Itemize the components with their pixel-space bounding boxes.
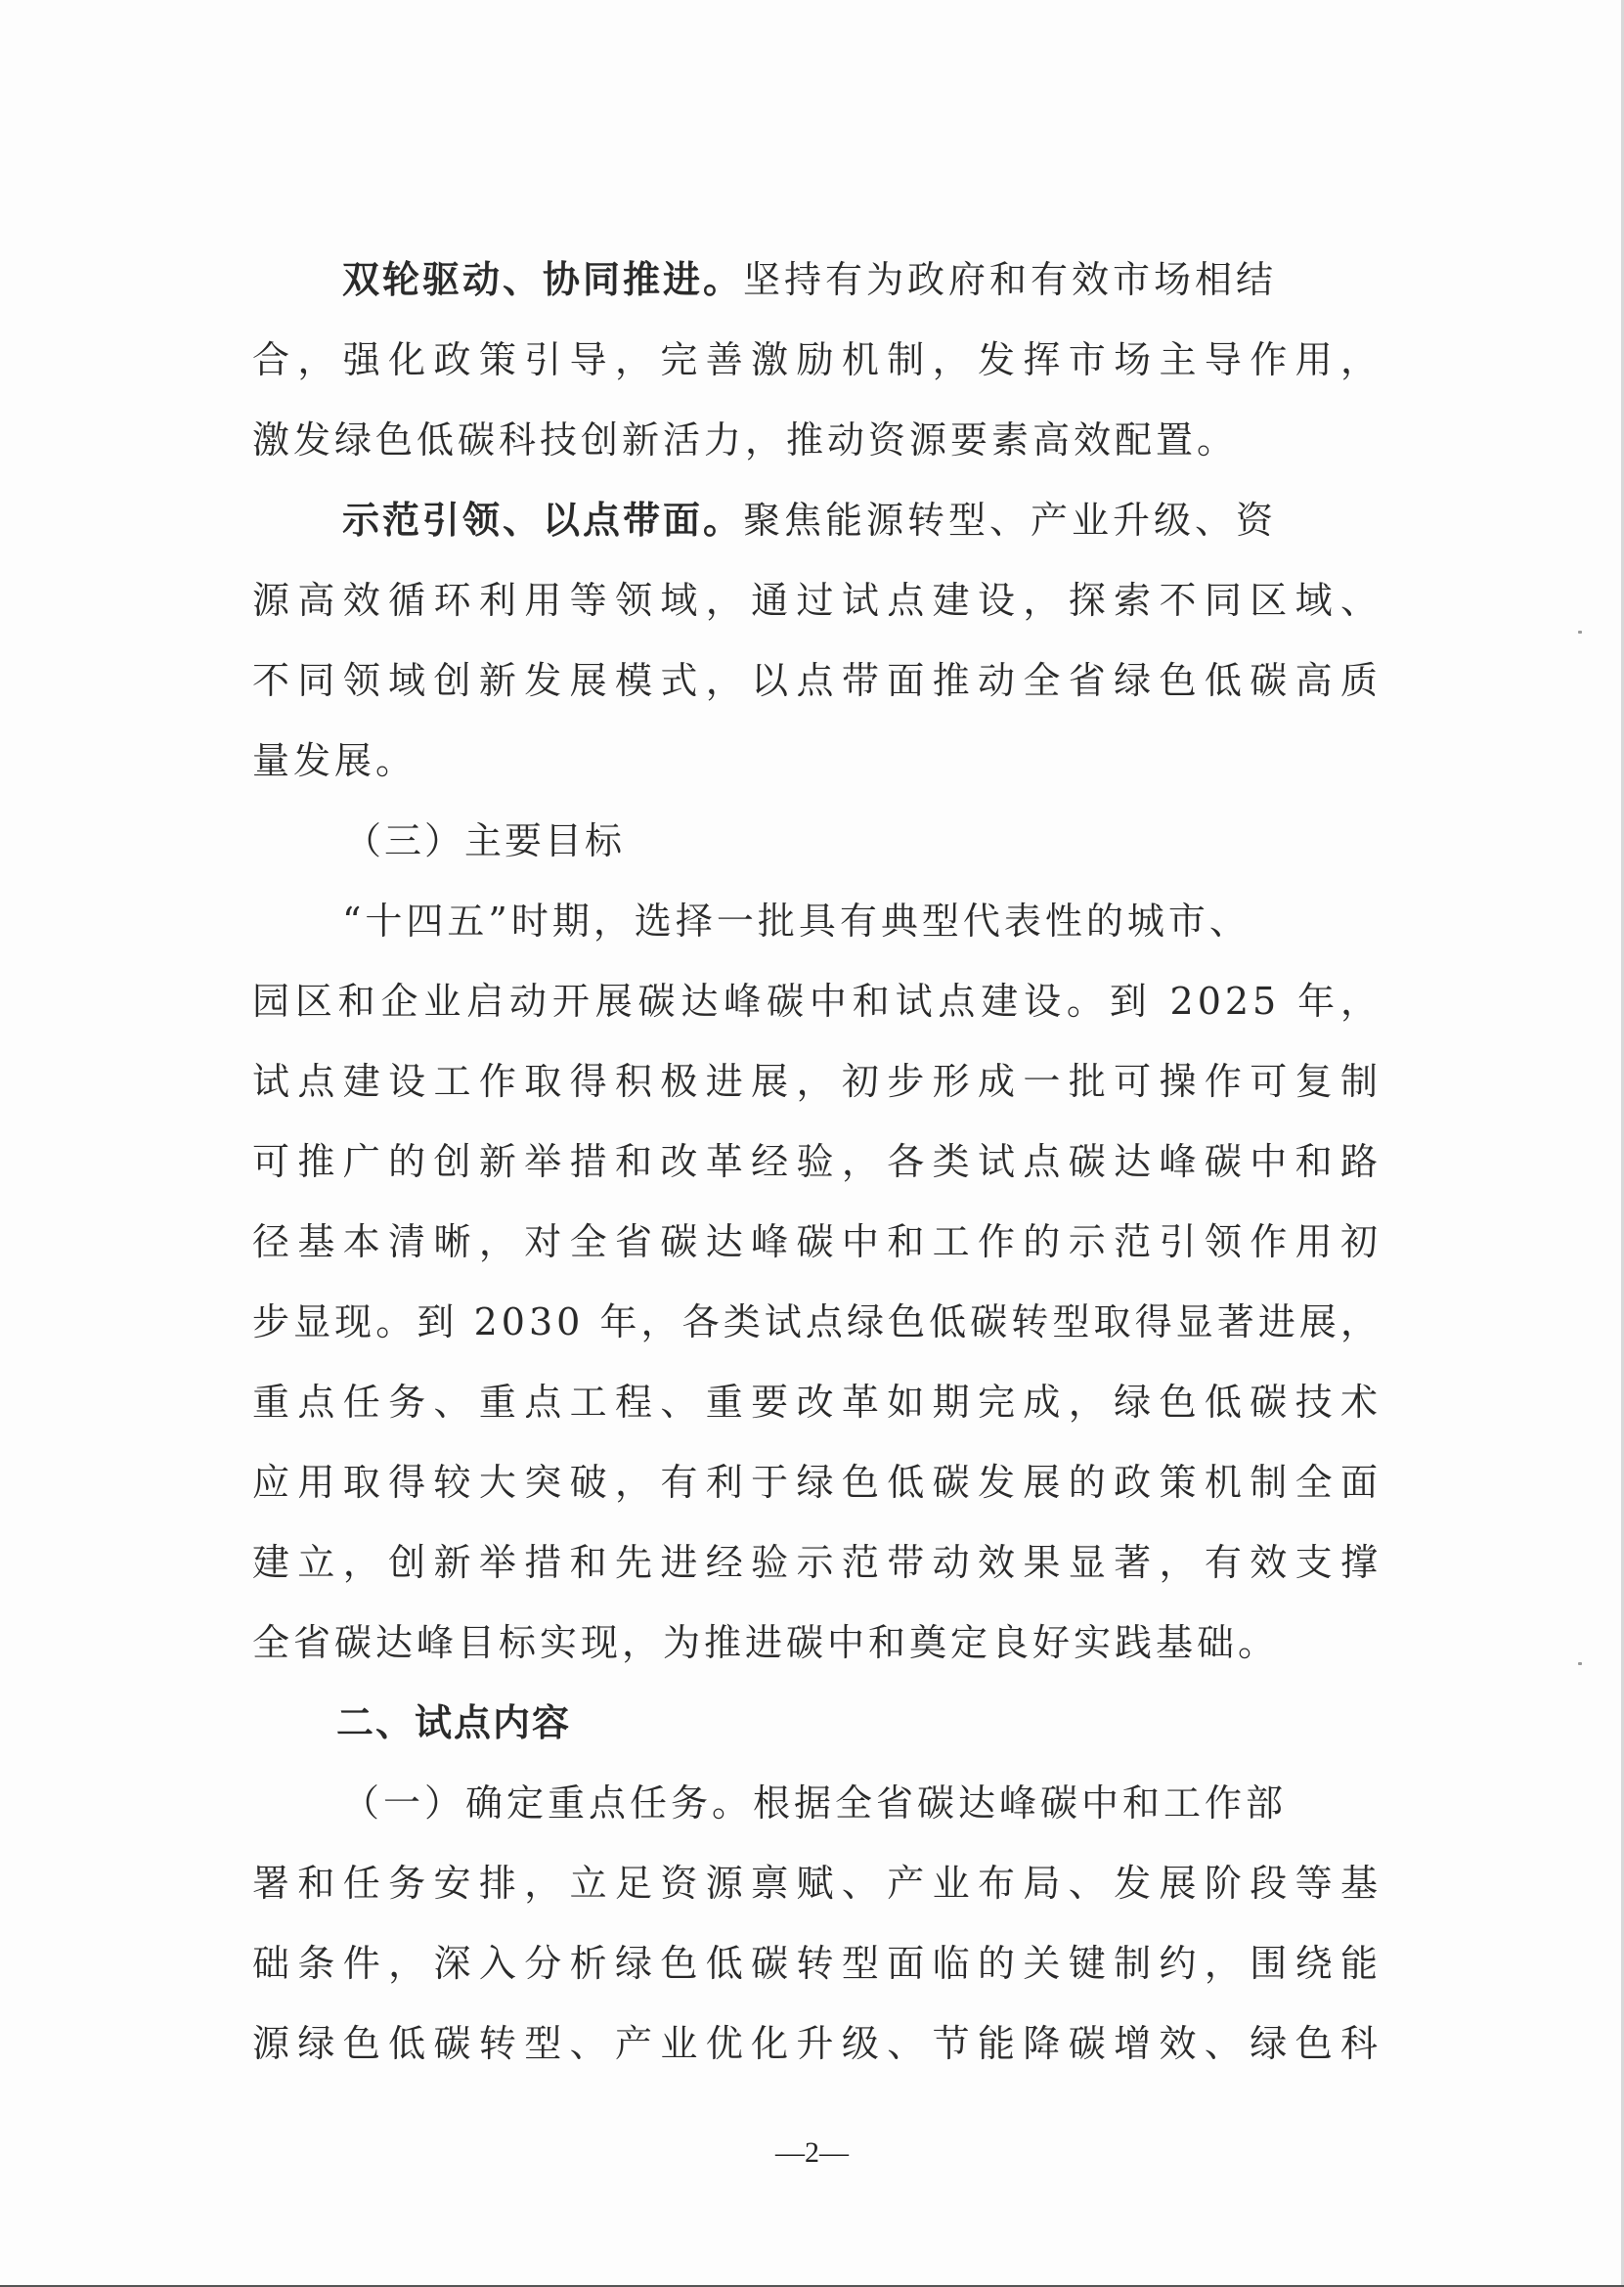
- paragraph-line: 步显现。到 2030 年，各类试点绿色低碳转型取得显著进展，: [252, 1300, 1382, 1343]
- paragraph-text: 聚焦能源转型、产业升级、资: [743, 499, 1278, 542]
- paragraph-line: 应用取得较大突破，有利于绿色低碳发展的政策机制全面: [252, 1461, 1382, 1504]
- scan-speck: [1578, 1662, 1582, 1665]
- paragraph-line: [252, 480, 1382, 560]
- paragraph-line: 建立，创新举措和先进经验示范带动效果显著，有效支撑: [252, 1541, 1382, 1584]
- paragraph-lead: 双轮驱动、协同推进。: [342, 257, 744, 301]
- paragraph-line: 重点任务、重点工程、重要改革如期完成，绿色低碳技术: [252, 1381, 1382, 1424]
- paragraph-line: [252, 240, 1382, 320]
- paragraph-line: “十四五”时期，选择一批具有典型代表性的城市、: [342, 900, 1251, 943]
- section-heading: 二、试点内容: [336, 1701, 572, 1744]
- paragraph-line: 不同领域创新发展模式，以点带面推动全省绿色低碳高质: [252, 659, 1382, 702]
- scan-speck: [1578, 631, 1582, 634]
- page-number: —2—: [775, 2136, 849, 2169]
- paragraph-line: 础条件，深入分析绿色低碳转型面临的关键制约，围绕能: [252, 1942, 1382, 1985]
- paragraph-line: （一）确定重点任务。根据全省碳达峰碳中和工作部: [342, 1781, 1288, 1825]
- paragraph-line: 激发绿色低碳科技创新活力，推动资源要素高效配置。: [252, 418, 1239, 462]
- paragraph-line: 可推广的创新举措和改革经验，各类试点碳达峰碳中和路: [252, 1140, 1382, 1183]
- subheading-main-goals: （三）主要目标: [344, 819, 626, 862]
- paragraph-line: 径基本清晰，对全省碳达峰碳中和工作的示范引领作用初: [252, 1220, 1382, 1263]
- paragraph-line: 全省碳达峰目标实现，为推进碳中和奠定良好实践基础。: [252, 1621, 1280, 1664]
- paragraph-lead: 示范引领、以点带面。: [342, 498, 744, 542]
- paragraph-line: 园区和企业启动开展碳达峰碳中和试点建设。到 2025 年，: [252, 980, 1382, 1023]
- body-text: [252, 240, 1382, 2084]
- paragraph-line: 量发展。: [252, 739, 417, 782]
- paragraph-line: 源绿色低碳转型、产业优化升级、节能降碳增效、绿色科: [252, 2022, 1382, 2065]
- paragraph-text: 坚持有为政府和有效市场相结: [743, 258, 1278, 301]
- paragraph-line: 署和任务安排，立足资源禀赋、产业布局、发展阶段等基: [252, 1862, 1382, 1905]
- paragraph-line: 源高效循环利用等领域，通过试点建设，探索不同区域、: [252, 579, 1382, 622]
- paragraph-line: 试点建设工作取得积极进展，初步形成一批可操作可复制: [252, 1060, 1382, 1103]
- paragraph-line: 合，强化政策引导，完善激励机制，发挥市场主导作用，: [252, 338, 1382, 381]
